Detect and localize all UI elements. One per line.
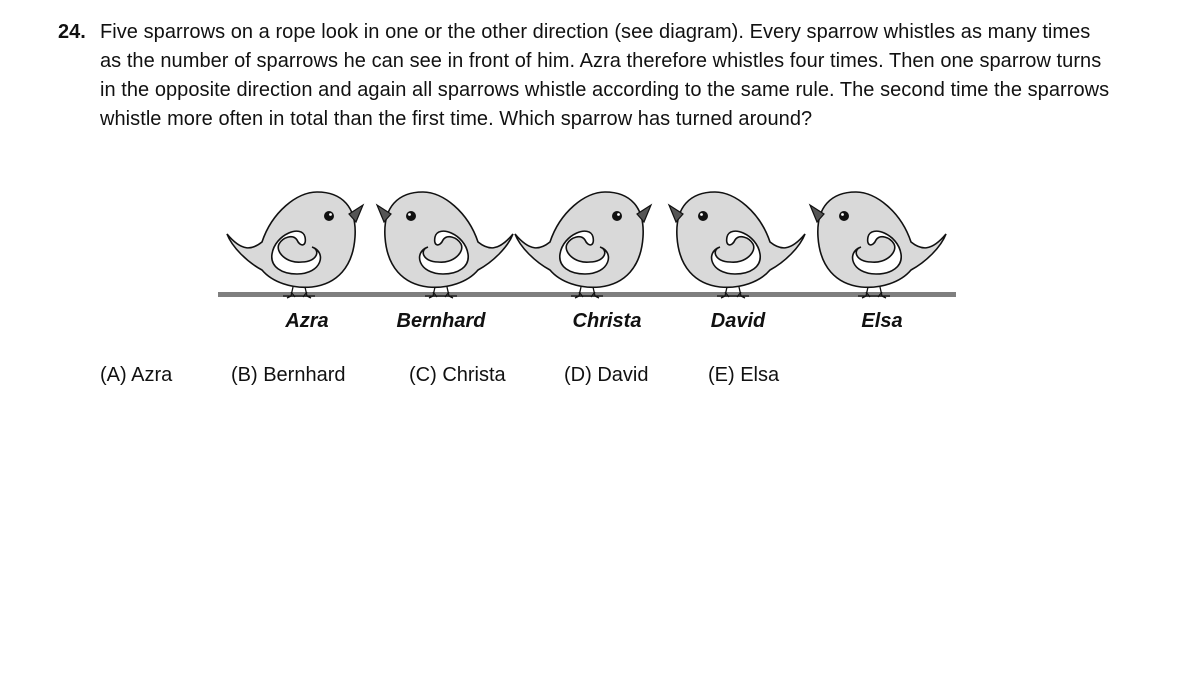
- sparrow-christa: [515, 192, 651, 298]
- answer-d[interactable]: (D) David: [564, 364, 649, 386]
- answer-b[interactable]: (B) Bernhard: [231, 364, 346, 386]
- sparrow-elsa: [810, 192, 946, 298]
- sparrow-label-elsa: Elsa: [861, 310, 903, 332]
- answer-a[interactable]: (A) Azra: [100, 364, 173, 386]
- sparrow-drawing: [210, 188, 970, 308]
- answer-options: [0, 364, 1191, 394]
- sparrow-label-david: David: [710, 310, 766, 332]
- sparrow-label-christa: Christa: [572, 310, 642, 332]
- answer-c[interactable]: (C) Christa: [409, 364, 506, 386]
- sparrow-label-azra: Azra: [285, 310, 329, 332]
- sparrow-azra: [227, 192, 363, 298]
- sparrow-label-bernhard: Bernhard: [396, 310, 486, 332]
- problem-number: 24.: [58, 21, 86, 43]
- sparrow-bernhard: [377, 192, 513, 298]
- sparrow-david: [669, 192, 805, 298]
- problem-text: Five sparrows on a rope look in one or the other direction (see diagram). Every sparrow whistles as many times as the number of sparrows he can see in front of him. Azra therefore whistles four times. Then one sparrow turns in the opposite direction and again all sparrows whistle according to the same rule. The second time the sparrows whistle more often in total than the first time. Which sparrow has turned around?: [100, 21, 1110, 130]
- sparrow-diagram: [210, 188, 970, 348]
- answer-e[interactable]: (E) Elsa: [708, 364, 780, 386]
